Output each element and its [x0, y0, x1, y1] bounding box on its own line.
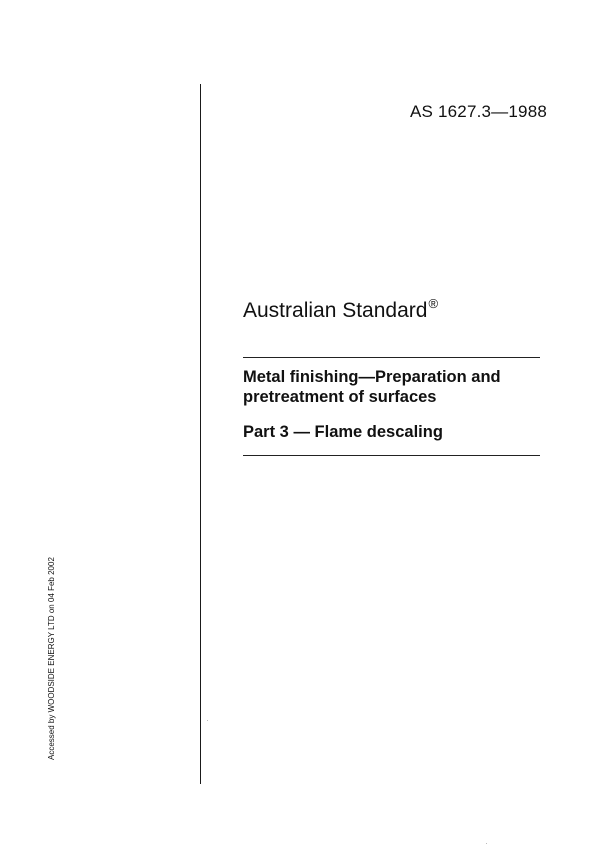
registered-mark: ® [428, 296, 439, 311]
standard-series [243, 296, 438, 323]
scan-speck [486, 843, 487, 844]
standard-number: AS 1627.3—1988 [409, 102, 547, 121]
document-part: Part 3 — Flame descaling [243, 423, 443, 441]
access-watermark: Accessed by WOODSIDE ENERGY LTD on 04 Feb 2002 [47, 557, 56, 760]
vertical-rule [200, 84, 201, 784]
scan-speck [207, 720, 208, 721]
series-name: Australian Standard [243, 299, 428, 322]
title-rule-bottom [243, 455, 540, 456]
title-rule-top [243, 357, 540, 358]
document-title: Metal finishing—Preparation and pretreatment of surfaces [243, 368, 501, 406]
